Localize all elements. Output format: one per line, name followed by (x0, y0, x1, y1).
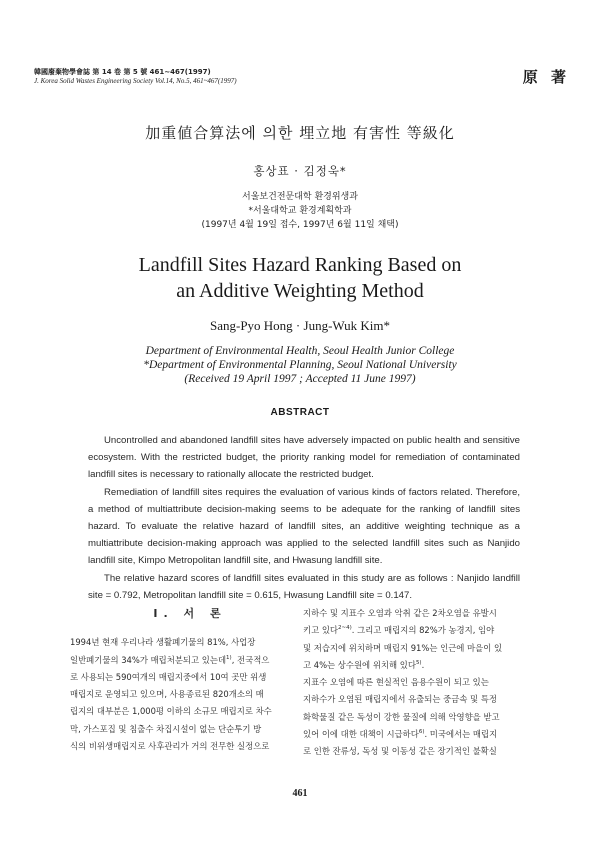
body-line: 지표수 오염에 따른 현실적인 음용수원이 되고 있는 (303, 677, 489, 688)
english-title-line-2: an Additive Weighting Method (176, 280, 424, 302)
body-line: 일반폐기물의 34%가 매립처분되고 있는데$^{1)}$, 전국적으 (70, 654, 270, 665)
article-type-badge: 原 著 (522, 68, 570, 86)
body-line: 있어 이에 대한 대책이 시급하다$^{6)}$. 미국에서는 매립지 (303, 729, 498, 740)
body-line: 립지의 대부분은 1,000평 이하의 소규모 매립지로 차수 (70, 706, 272, 717)
abstract-paragraph-2: Remediation of landfill sites requires the evaluation of various kinds of factors related. Therefore, a method of multiattribute decision-making seems to be adequate for the ranking of landfill sites hazard. To evaluate the relative hazard of landfill sites, an additive weighting technique as a multiattribute decision-making approach was applied to the selected landfill sites such as Nanjido landfill site, Kimpo Metropolitan landfill site, and Hwasung landfill site. (88, 486, 520, 567)
body-line: 화학물질 같은 독성이 강한 물질에 의해 악영향을 받고 (303, 711, 500, 722)
abstract-heading: ABSTRACT (270, 407, 330, 418)
abstract-body (88, 432, 520, 604)
body-line: 지하수 및 지표수 오염과 악취 같은 2차오염을 유발시 (303, 608, 497, 618)
body-line: 고 4%는 상수원에 위치해 있다$^{5)}$. (303, 659, 425, 670)
citation-ref: 1) (226, 654, 232, 661)
korean-received-date: (1997년 4월 19일 접수, 1997년 6월 11일 채택) (201, 220, 399, 230)
body-line: 매립지로 운영되고 있으며, 사용종료된 820개소의 매 (70, 689, 264, 700)
page-number: 461 (292, 788, 308, 799)
body-line: 키고 있다$^{2\sim 4)}$. 그리고 매립지의 82%가 농경지, 임야 (303, 625, 495, 636)
english-affiliations (0, 344, 600, 386)
english-affiliation-2: *Department of Environmental Planning, Seoul National University (143, 359, 457, 371)
body-line: 및 저습지에 위치하며 매립지 91%는 인근에 마을이 있 (303, 642, 503, 653)
abstract-paragraph-1: Uncontrolled and abandoned landfill sites have adversely impacted on public health and sensitive ecosystem. With the restricted budget, the priority ranking model for remediation of contaminated landfill sites is necessary to rationally allocate the restricted budget. (88, 435, 520, 481)
body-left-column (70, 605, 310, 755)
body-right-column (303, 605, 547, 761)
english-affiliation-1: Department of Environmental Health, Seoul Health Junior College (145, 345, 455, 357)
citation-ref: 5) (415, 660, 422, 667)
abstract-paragraph-3: The relative hazard scores of landfill sites evaluated in this study are as follows : Nanjido landfill site = 0.792, Metropolitan landfill site = 0.615, Hwasung Landfill site = 0.147. (88, 572, 520, 601)
korean-affiliation-2: *서울대학교 환경계획학과 (248, 206, 352, 216)
journal-english: J. Korea Solid Wastes Engineering Society Vol.14, No.5, 461~467(1997) (34, 77, 237, 85)
citation-ref: 6) (418, 729, 425, 736)
body-line: 지하수가 오염된 매립지에서 유출되는 중금속 및 특정 (303, 694, 497, 705)
body-line: 1994년 현재 우리나라 생활폐기물의 81%, 사업장 (70, 637, 256, 648)
korean-title: 加重値合算法에 의한 埋立地 有害性 等級化 (145, 124, 455, 142)
body-line: 로 인한 잔류성, 독성 및 이동성 같은 장기적인 불확실 (303, 746, 497, 757)
section-heading-introduction: Ⅰ. 서 론 (153, 607, 227, 620)
citation-ref: 2~4) (338, 625, 352, 632)
korean-affiliations (0, 190, 600, 232)
korean-authors: 홍상표 · 김정욱* (253, 164, 347, 178)
english-received-date: (Received 19 April 1997 ; Accepted 11 June 1997) (184, 373, 416, 385)
body-line: 막, 가스포집 및 침출수 차집시설이 없는 단순투기 방 (70, 723, 262, 734)
journal-reference (34, 68, 237, 86)
korean-affiliation-1: 서울보건전문대학 환경위생과 (242, 192, 358, 202)
body-line: 로 사용되는 590여개의 매립지중에서 10여 곳만 위생 (70, 671, 267, 682)
journal-korean: 韓國廢棄物學會誌 第 14 卷 第 5 號 461~467(1997) (34, 68, 211, 76)
english-authors: Sang-Pyo Hong · Jung-Wuk Kim* (209, 318, 391, 333)
english-title (0, 252, 600, 304)
english-title-line-1: Landfill Sites Hazard Ranking Based on (138, 254, 462, 276)
body-line: 식의 비위생매립지로 사후관리가 거의 전무한 실정으로 (70, 741, 270, 752)
